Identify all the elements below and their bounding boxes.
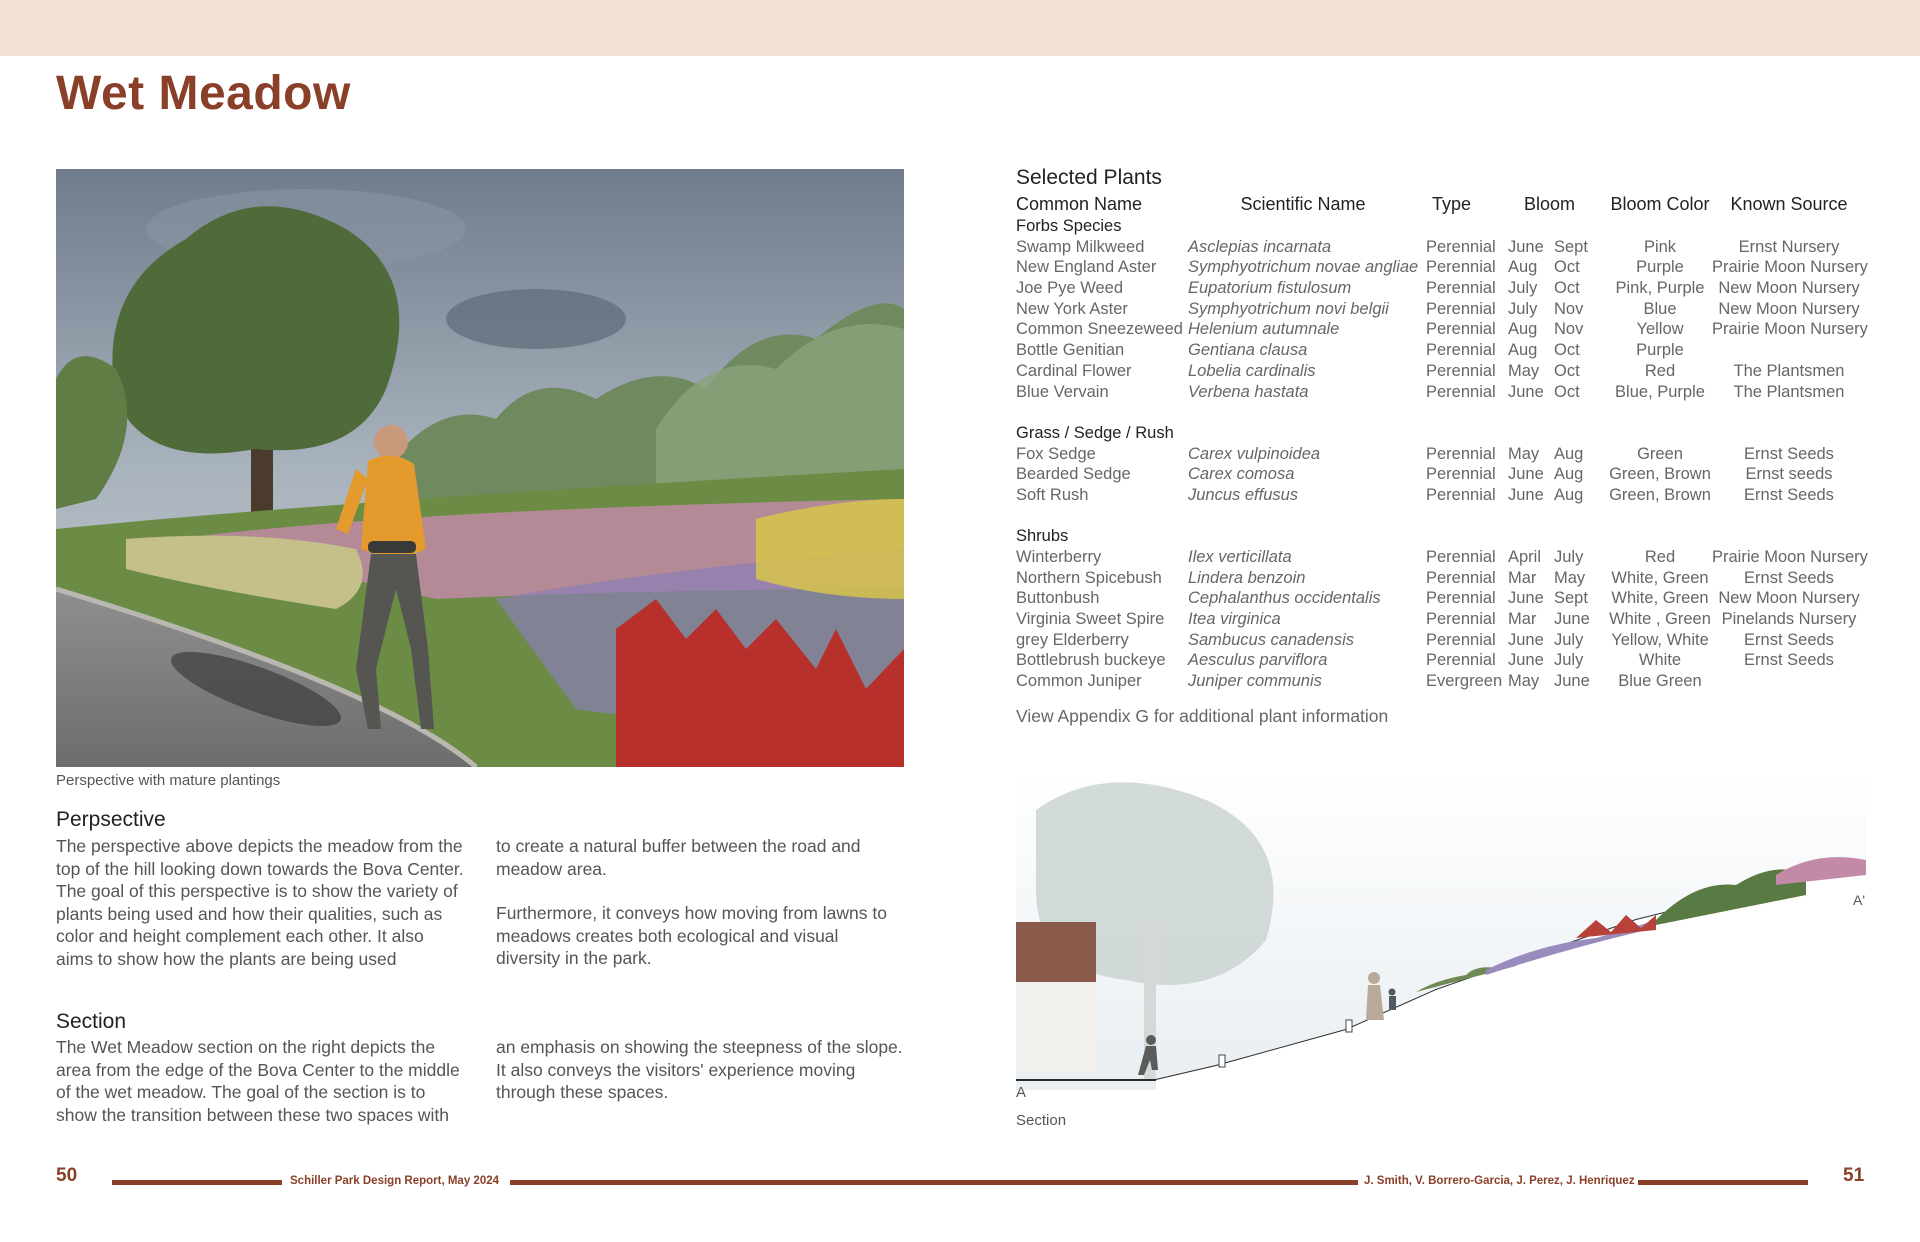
cell-scientific-name: Cephalanthus occidentalis [1188, 589, 1381, 608]
group-spacer [1016, 506, 1868, 527]
cell-bloom-start: June [1508, 485, 1544, 504]
cell-scientific-name: Juniper communis [1188, 672, 1322, 691]
cell-bloom-end: Aug [1554, 444, 1584, 463]
group-grass-label: Grass / Sedge / Rush [1016, 423, 1174, 442]
section-col1-paragraph: The Wet Meadow section on the right depicts the area from the edge of the Bova Center to the middle of the wet meadow. The goal of the section is to show the transition between these two spaces with [56, 1037, 460, 1125]
cell-type: Perennial [1426, 361, 1496, 380]
perspective-col2-paragraph-2: Furthermore, it conveys how moving from lawns to meadows creates both ecological and visual diversity in the park. [496, 903, 887, 968]
cell-bloom-color: Pink [1643, 237, 1677, 256]
group-spacer [1016, 402, 1868, 423]
footer-rule [112, 1180, 282, 1185]
cell-bloom-end: July [1554, 548, 1584, 566]
footer-rule [1638, 1180, 1808, 1185]
cell-common-name: Cardinal Flower [1016, 361, 1132, 380]
cell-common-name: Buttonbush [1016, 589, 1100, 608]
photo-caption: Perspective with mature plantings [56, 772, 281, 789]
cell-type: Perennial [1426, 610, 1496, 629]
cell-bloom-start: June [1508, 589, 1544, 608]
cell-scientific-name: Asclepias incarnata [1188, 237, 1332, 256]
table-row [1016, 444, 1868, 465]
cell-bloom-end: Oct [1554, 361, 1580, 380]
cell-bloom-end: Nov [1554, 299, 1584, 318]
cell-common-name: Bottlebrush buckeye [1016, 651, 1166, 670]
cell-bloom-start: May [1508, 444, 1540, 463]
cell-bloom-end: Sept [1554, 237, 1588, 256]
table-row [1016, 630, 1868, 651]
shrubs-rows [1016, 547, 1868, 692]
cell-bloom-color: Yellow [1636, 320, 1684, 339]
cell-common-name: grey Elderberry [1016, 630, 1129, 649]
cell-known-source: Prairie Moon Nursery [1712, 320, 1868, 339]
cell-bloom-start: June [1508, 237, 1544, 256]
cell-bloom-color: Purple [1636, 258, 1684, 277]
cell-bloom-color: White, Green [1611, 589, 1709, 608]
cell-common-name: New York Aster [1016, 299, 1128, 318]
cell-type: Perennial [1426, 382, 1496, 401]
section-illustration [1016, 770, 1866, 1090]
cell-bloom-start: June [1508, 382, 1544, 401]
cell-scientific-name: Verbena hastata [1188, 382, 1309, 401]
perspective-col1-paragraph: The perspective above depicts the meadow from the top of the hill looking down towards the Bova Center. The goal of this perspective is to show the variety of plants being used and how their qualities, such as color and height complement each other. It also aims to show how the plants are being used [56, 836, 464, 969]
cell-common-name: Bottle Genitian [1016, 341, 1125, 360]
section-label-a: A [1016, 1084, 1027, 1101]
cell-bloom-start: Aug [1508, 320, 1538, 339]
cell-known-source: Ernst Seeds [1744, 651, 1834, 670]
cell-bloom-start: Mar [1508, 610, 1537, 629]
appendix-note: View Appendix G for additional plant information [1016, 706, 1389, 726]
forbs-rows [1016, 237, 1868, 403]
header-bloom-color: Bloom Color [1610, 194, 1710, 214]
cell-known-source: Ernst Seeds [1744, 568, 1834, 587]
cell-type: Evergreen [1426, 672, 1503, 691]
cell-bloom-color: Pink, Purple [1615, 279, 1705, 298]
cell-scientific-name: Carex vulpinoidea [1188, 444, 1321, 463]
perspective-heading: Perpsective [56, 808, 166, 831]
perspective-text-col2 [496, 835, 904, 992]
top-band [0, 0, 1920, 56]
cell-known-source: Ernst Seeds [1744, 630, 1834, 649]
grass-rows [1016, 444, 1868, 506]
cell-bloom-color: Blue, Purple [1615, 382, 1705, 401]
header-bloom: Bloom [1524, 194, 1576, 214]
cell-bloom-color: Green, Brown [1609, 485, 1711, 504]
section-label-a-prime: A' [1853, 892, 1866, 908]
cell-bloom-start: July [1508, 299, 1538, 318]
cell-scientific-name: Itea virginica [1188, 610, 1281, 629]
page-number-left: 50 [56, 1165, 78, 1186]
table-row [1016, 340, 1868, 361]
cell-known-source: The Plantsmen [1733, 361, 1845, 380]
table-row [1016, 299, 1868, 320]
table-row [1016, 650, 1868, 671]
cell-type: Perennial [1426, 548, 1496, 566]
cell-bloom-end: June [1554, 610, 1590, 629]
table-row [1016, 361, 1868, 382]
cell-bloom-start: April [1508, 548, 1542, 566]
group-label-shrubs [1016, 526, 1868, 547]
page-number-right: 51 [1843, 1165, 1865, 1186]
header-type: Type [1432, 194, 1472, 214]
cell-scientific-name: Symphyotrichum novae angliae [1188, 258, 1419, 277]
cell-scientific-name: Helenium autumnale [1188, 320, 1340, 339]
section-heading: Section [56, 1010, 127, 1033]
cell-bloom-end: Nov [1554, 320, 1584, 339]
cell-bloom-end: May [1554, 568, 1586, 587]
cell-common-name: Swamp Milkweed [1016, 237, 1145, 256]
cell-scientific-name: Aesculus parviflora [1188, 651, 1328, 670]
cell-bloom-start: Mar [1508, 568, 1537, 587]
cell-common-name: Common Juniper [1016, 672, 1142, 691]
cell-bloom-start: June [1508, 630, 1544, 649]
plant-table [1016, 192, 1868, 692]
cell-type: Perennial [1426, 568, 1496, 587]
cell-scientific-name: Lindera benzoin [1188, 568, 1306, 587]
cell-bloom-color: White [1638, 651, 1682, 670]
cell-common-name: Joe Pye Weed [1016, 279, 1124, 298]
section-drawing [1016, 770, 1866, 1090]
cell-bloom-start: May [1508, 361, 1540, 380]
page-title: Wet Meadow [56, 67, 351, 120]
section-col2-paragraph: an emphasis on showing the steepness of the slope. It also conveys the visitors' experience moving through these spaces. [496, 1037, 903, 1102]
cell-type: Perennial [1426, 320, 1496, 339]
cell-common-name: Bearded Sedge [1016, 465, 1131, 484]
group-shrubs-label: Shrubs [1016, 527, 1069, 546]
cell-known-source: Pinelands Nursery [1721, 610, 1857, 629]
cell-known-source: New Moon Nursery [1718, 299, 1860, 318]
header-common-name: Common Name [1016, 194, 1143, 214]
cell-known-source: Ernst Seeds [1744, 444, 1834, 463]
table-row [1016, 547, 1868, 568]
cell-bloom-color: White , Green [1609, 610, 1711, 629]
cell-bloom-color: Blue [1643, 299, 1677, 318]
footer-report-title: Schiller Park Design Report, May 2024 [290, 1175, 500, 1187]
cell-scientific-name: Symphyotrichum novi belgii [1188, 299, 1389, 318]
cell-type: Perennial [1426, 630, 1496, 649]
footer-rule [510, 1180, 1358, 1185]
cell-bloom-start: Aug [1508, 341, 1538, 360]
cell-type: Perennial [1426, 258, 1496, 277]
cell-scientific-name: Gentiana clausa [1188, 341, 1308, 360]
cell-type: Perennial [1426, 299, 1496, 318]
section-caption: Section [1016, 1112, 1067, 1129]
cell-common-name: Fox Sedge [1016, 444, 1096, 463]
cell-bloom-end: July [1554, 651, 1584, 670]
table-row [1016, 671, 1868, 692]
cell-type: Perennial [1426, 341, 1496, 360]
cell-type: Perennial [1426, 237, 1496, 256]
perspective-col2-paragraph-1: to create a natural buffer between the road and meadow area. [496, 836, 861, 879]
footer-authors: J. Smith, V. Borrero-Garcia, J. Perez, J. Henriquez [1364, 1175, 1635, 1187]
table-row [1016, 609, 1868, 630]
table-row [1016, 464, 1868, 485]
table-row [1016, 319, 1868, 340]
cell-bloom-color: Red [1644, 548, 1676, 566]
cell-scientific-name: Juncus effusus [1188, 485, 1299, 504]
cell-bloom-color: Purple [1636, 341, 1684, 360]
perspective-illustration [56, 169, 904, 767]
cell-common-name: New England Aster [1016, 258, 1157, 277]
cell-known-source: The Plantsmen [1733, 382, 1845, 401]
cell-scientific-name: Lobelia cardinalis [1188, 361, 1316, 380]
group-forbs-label: Forbs Species [1016, 217, 1122, 235]
cell-bloom-end: July [1554, 630, 1584, 649]
cell-bloom-end: June [1554, 672, 1590, 691]
cell-common-name: Common Sneezeweed [1016, 320, 1183, 339]
cell-common-name: Virginia Sweet Spire [1016, 610, 1165, 629]
cell-known-source: Ernst Nursery [1738, 237, 1840, 256]
cell-type: Perennial [1426, 465, 1496, 484]
cell-scientific-name: Ilex verticillata [1188, 548, 1292, 566]
cell-scientific-name: Sambucus canadensis [1188, 630, 1355, 649]
cell-bloom-color: Green [1637, 444, 1683, 463]
cell-bloom-end: Oct [1554, 279, 1580, 298]
cell-bloom-start: July [1508, 279, 1538, 298]
cell-scientific-name: Carex comosa [1188, 465, 1295, 484]
table-row [1016, 257, 1868, 278]
perspective-text-col1 [56, 835, 464, 992]
cell-common-name: Blue Vervain [1016, 382, 1109, 401]
table-row [1016, 382, 1868, 403]
cell-known-source: New Moon Nursery [1718, 589, 1860, 608]
cell-bloom-start: May [1508, 672, 1540, 691]
cell-bloom-start: June [1508, 651, 1544, 670]
cell-common-name: Northern Spicebush [1016, 568, 1162, 587]
cell-bloom-end: Sept [1554, 589, 1588, 608]
cell-type: Perennial [1426, 444, 1496, 463]
table-header-row [1016, 192, 1868, 216]
header-known-source: Known Source [1730, 194, 1848, 214]
cell-bloom-start: Aug [1508, 258, 1538, 277]
header-scientific-name: Scientific Name [1240, 194, 1366, 214]
cell-known-source: Prairie Moon Nursery [1712, 548, 1868, 566]
cell-scientific-name: Eupatorium fistulosum [1188, 279, 1352, 298]
table-row [1016, 588, 1868, 609]
cell-bloom-end: Aug [1554, 485, 1584, 504]
cell-bloom-end: Oct [1554, 258, 1580, 277]
cell-bloom-color: Green, Brown [1609, 465, 1711, 484]
cell-type: Perennial [1426, 485, 1496, 504]
cell-common-name: Soft Rush [1016, 485, 1089, 504]
cell-bloom-color: Yellow, White [1611, 630, 1709, 649]
section-text-col2 [496, 1036, 910, 1126]
cell-known-source: Prairie Moon Nursery [1712, 258, 1868, 277]
cell-common-name: Winterberry [1016, 548, 1102, 566]
cell-type: Perennial [1426, 589, 1496, 608]
cell-bloom-end: Oct [1554, 341, 1580, 360]
cell-bloom-color: White, Green [1611, 568, 1709, 587]
perspective-photo [56, 169, 904, 767]
selected-plants-title: Selected Plants [1016, 166, 1162, 189]
cell-type: Perennial [1426, 279, 1496, 298]
cell-known-source: Ernst Seeds [1744, 485, 1834, 504]
table-row [1016, 278, 1868, 299]
cell-bloom-end: Aug [1554, 465, 1584, 484]
table-row [1016, 568, 1868, 589]
cell-type: Perennial [1426, 651, 1496, 670]
table-row [1016, 237, 1868, 258]
cell-bloom-color: Blue Green [1618, 672, 1702, 691]
section-text-col1 [56, 1036, 470, 1148]
group-label-grass [1016, 423, 1868, 444]
cell-bloom-color: Red [1644, 361, 1676, 380]
cell-known-source: Ernst seeds [1745, 465, 1833, 484]
table-row [1016, 485, 1868, 506]
cell-bloom-end: Oct [1554, 382, 1580, 401]
cell-known-source: New Moon Nursery [1718, 279, 1860, 298]
cell-bloom-start: June [1508, 465, 1544, 484]
group-label-forbs [1016, 216, 1868, 237]
